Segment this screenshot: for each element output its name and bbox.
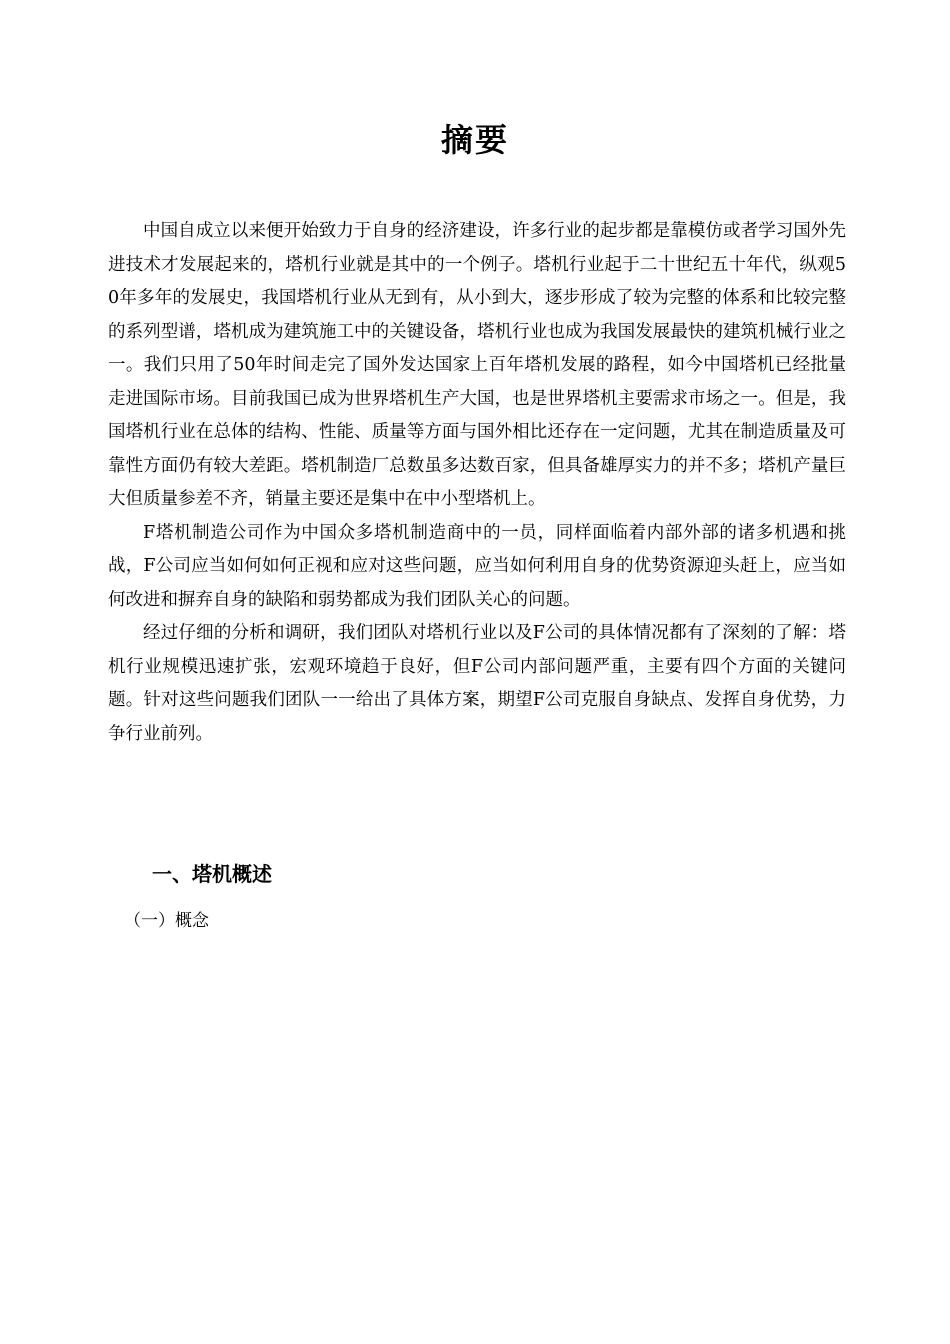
paragraph-3: 经过仔细的分析和调研，我们团队对塔机行业以及F公司的具体情况都有了深刻的了解：塔机行业规模迅速扩张，宏观环境趋于良好，但F公司内部问题严重，主要有四个方面的关键问题。针对这些问题我们团队一一给出了具体方案，期望F公司克服自身缺点、发挥自身优势，力争行业前列。 [108,623,846,744]
subsection-heading: （一）概念 [124,911,209,931]
paragraph-2: F塔机制造公司作为中国众多塔机制造商中的一员，同样面临着内部外部的诸多机遇和挑战，F公司应当如何如何正视和应对这些问题，应当如何利用自身的优势资源迎头赶上，应当如何改进和摒弃自身的缺陷和弱势都成为我们团队关心的问题。 [108,522,846,610]
paragraph-1: 中国自成立以来便开始致力于自身的经济建设，许多行业的起步都是靠模仿或者学习国外先进技术才发展起来的，塔机行业就是其中的一个例子。塔机行业起于二十世纪五十年代，纵观50年多年的发展史，我国塔机行业从无到有，从小到大，逐步形成了较为完整的体系和比较完整的系列型谱，塔机成为建筑施工中的关键设备，塔机行业也成为我国发展最快的建筑机械行业之一。我们只用了50年时间走完了国外发达国家上百年塔机发展的路程，如今中国塔机已经批量走进国际市场。目前我国已成为世界塔机生产大国，也是世界塔机主要需求市场之一。但是，我国塔机行业在总体的结构、性能、质量等方面与国外相比还存在一定问题，尤其在制造质量及可靠性方面仍有较大差距。塔机制造厂总数虽多达数百家，但具备雄厚实力的并不多；塔机产量巨大但质量参差不齐，销量主要还是集中在中小型塔机上。 [108,221,846,509]
section-heading: 一、塔机概述 [152,862,272,886]
abstract-body [108,215,846,751]
page-title: 摘要 [440,121,509,159]
